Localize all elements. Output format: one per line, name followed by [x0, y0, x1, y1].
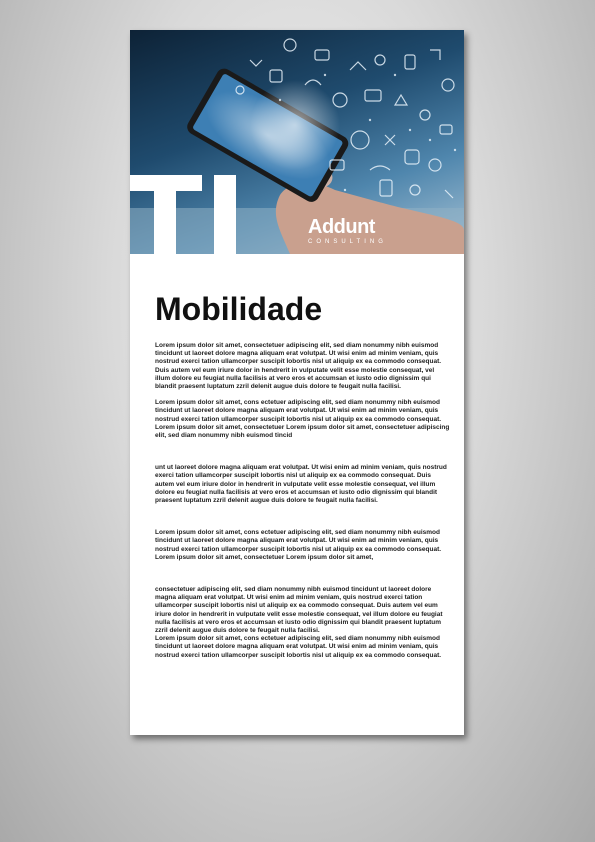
- paragraph: Lorem ipsum dolor sit amet, cons ectetuer adipiscing elit, sed diam nonummy nibh euismod tincidunt ut laoreet dolore magna aliquam erat volutpat. Ut wisi enim ad minim veniam, quis nostrud exerci tation ullamcorper suscipit lobortis nisl ut aliquip ex ea commodo consequat.: [155, 399, 442, 423]
- paragraph: Lorem ipsum dolor sit amet, consectetuer Lorem ipsum dolor sit amet, consectetuer adipiscing elit, sed diam nonummy nibh euismod tincid: [155, 423, 450, 440]
- paragraph: unt ut laoreet dolore magna aliquam erat volutpat. Ut wisi enim ad minim veniam, quis nostrud exerci tation ullamcorper suscipit lobortis nisl ut aliquip ex ea commodo consequat. Duis autem vel eum iriure dolor in hendrerit in vulputate velit esse molestie consequat, vel illum dolore eu feugiat nulla facilisis at vero eros et accumsan et iusto odio dignissim qui blandit praesent luptatum zzril delenit augue duis dolore te feugait nulla facilisi.: [155, 464, 447, 505]
- page-title: Mobilidade: [155, 291, 323, 327]
- body-text: [155, 342, 451, 660]
- ti-logo-mark: [130, 175, 255, 254]
- paragraph: Lorem ipsum dolor sit amet, cons ectetuer adipiscing elit, sed diam nonummy nibh euismod tincidunt ut laoreet dolore magna aliquam erat volutpat. Ut wisi enim ad minim veniam, quis nostrud exerci tation ullamcorper suscipit lobortis nisl ut aliquip ex ea commodo consequat.: [155, 529, 442, 553]
- brand-tagline: CONSULTING: [308, 239, 387, 245]
- hero-image: [130, 30, 464, 254]
- paragraph: Lorem ipsum dolor sit amet, consectetuer Lorem ipsum dolor sit amet,: [155, 553, 374, 561]
- paragraph: Lorem ipsum dolor sit amet, cons ectetuer adipiscing elit, sed diam nonummy nibh euismod tincidunt ut laoreet dolore magna aliquam erat volutpat. Ut wisi enim ad minim veniam, quis nostrud exerci tation ullamcorper suscipit lobortis nisl ut aliquip ex ea commodo consequat.: [155, 635, 442, 659]
- brand-logo: [308, 217, 428, 246]
- paragraph: consectetuer adipiscing elit, sed diam nonummy nibh euismod tincidunt ut laoreet dolore magna aliquam erat volutpat. Ut wisi enim ad minim veniam, quis nostrud exerci tation ullamcorper suscipit lobortis nisl ut aliquip ex ea commodo consequat. Duis autem vel eum iriure dolor in hendrerit in vulputate velit esse molestie consequat, vel illum dolore eu feugiat nulla facilisis at vero eros et accumsan et iusto odio dignissim qui blandit praesent luptatum zzril delenit augue duis dolore te feugait nulla facilisi.: [155, 586, 443, 635]
- flyer-page: [130, 30, 464, 735]
- paragraph: Lorem ipsum dolor sit amet, consectetuer adipiscing elit, sed diam nonummy nibh euismod tincidunt ut laoreet dolore magna aliquam erat volutpat. Ut wisi enim ad minim veniam, quis nostrud exerci tation ullamcorper suscipit lobortis nisl ut aliquip ex ea commodo consequat. Duis autem vel eum iriure dolor in hendrerit in vulputate velit esse molestie consequat, vel illum dolore eu feugiat nulla facilisis at vero eros et accumsan et iusto odio dignissim qui blandit praesent luptatum zzril delenit augue duis dolore te feugait nulla facilisi.: [155, 342, 442, 391]
- brand-name: Addunt: [308, 216, 375, 238]
